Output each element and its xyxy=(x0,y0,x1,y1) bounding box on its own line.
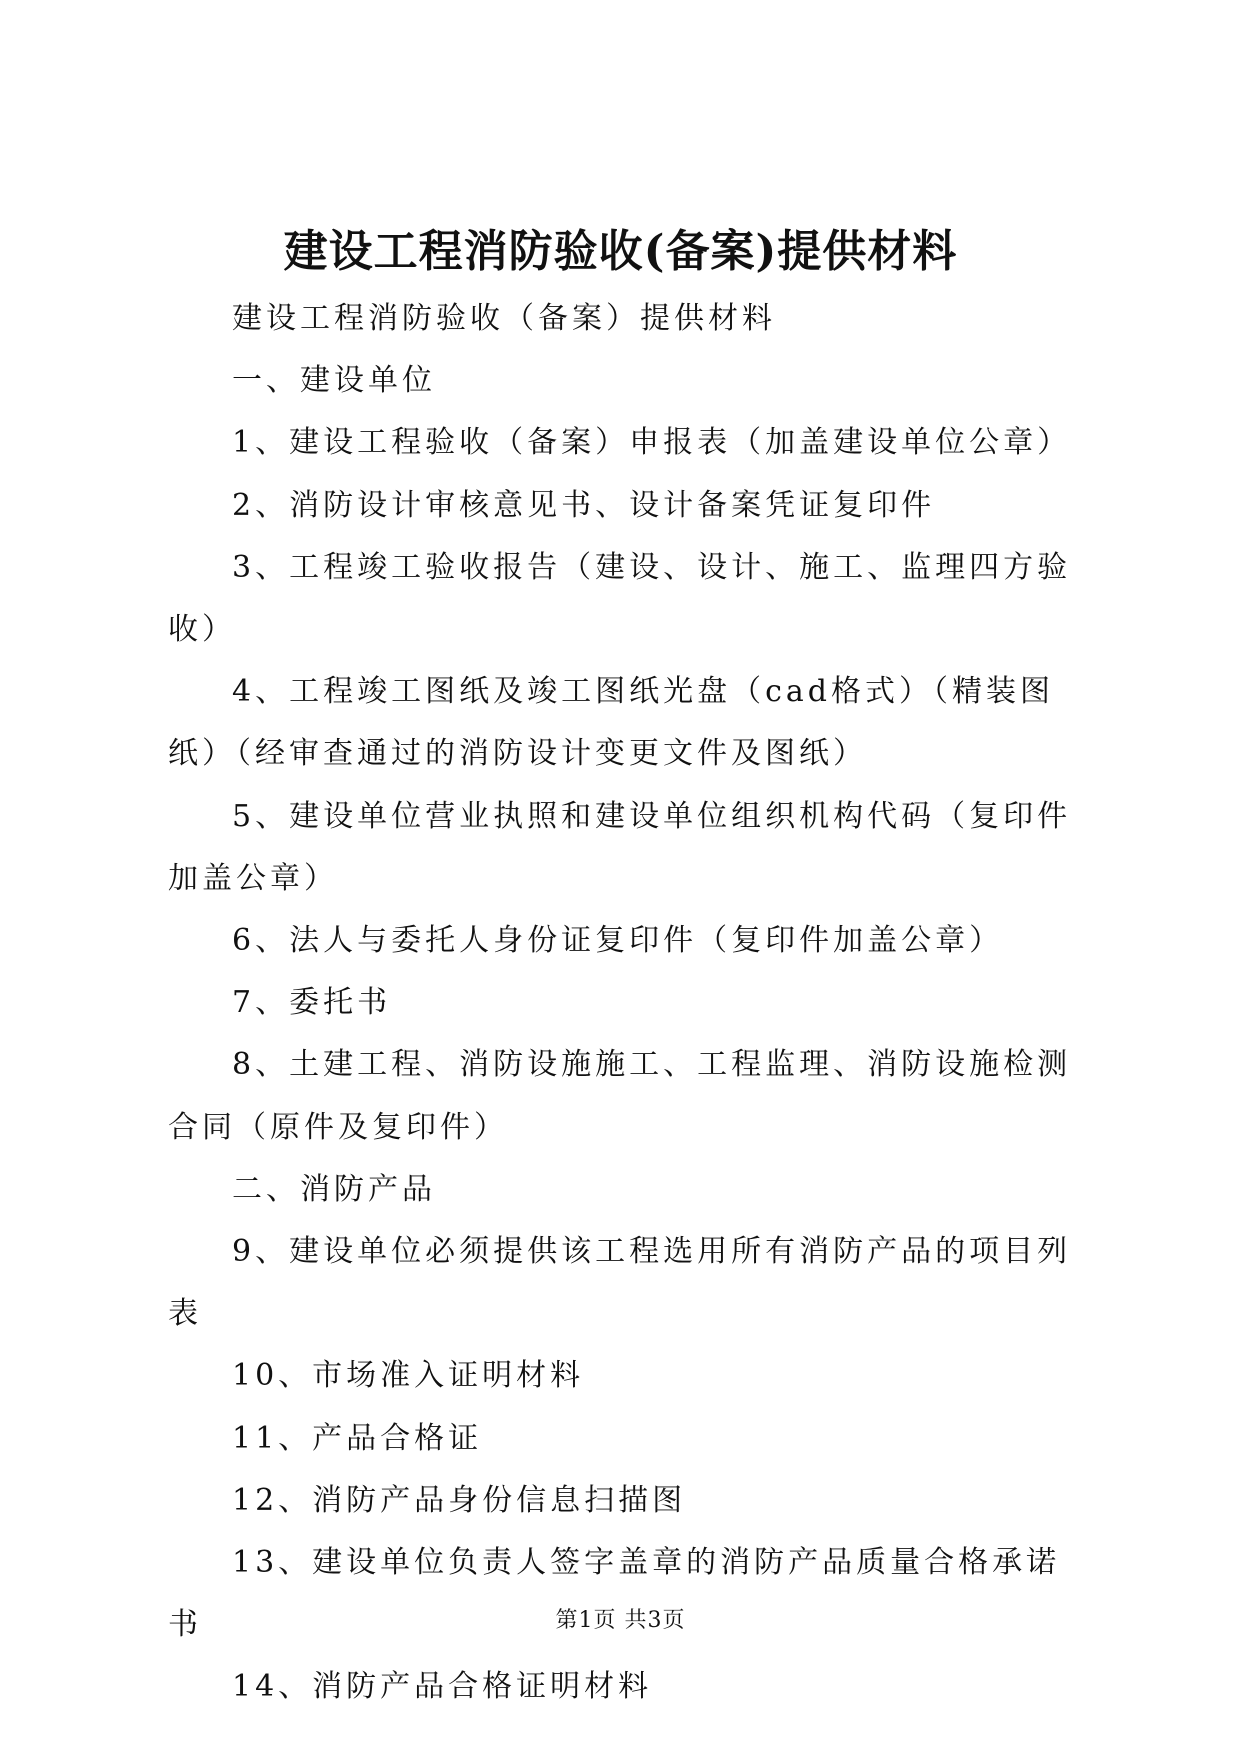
list-item: 6、法人与委托人身份证复印件（复印件加盖公章） xyxy=(232,923,1004,959)
section-heading-fire-products: 二、消防产品 xyxy=(232,1171,436,1207)
list-item: 2、消防设计审核意见书、设计备案凭证复印件 xyxy=(232,487,936,523)
list-item: 8、土建工程、消防设施施工、工程监理、消防设施检测合同（原件及复印件） xyxy=(168,1047,1072,1145)
document-title: 建设工程消防验收(备案)提供材料 xyxy=(283,226,958,277)
list-item: 13、建设单位负责人签字盖章的消防产品质量合格承诺书 xyxy=(168,1545,1061,1643)
document-body xyxy=(168,288,1088,1719)
list-item: 14、消防产品合格证明材料 xyxy=(232,1669,653,1705)
section-heading-construction-unit: 一、建设单位 xyxy=(232,363,436,399)
list-item: 9、建设单位必须提供该工程选用所有消防产品的项目列表 xyxy=(168,1234,1072,1332)
list-item: 11、产品合格证 xyxy=(232,1420,483,1456)
list-item: 3、工程竣工验收报告（建设、设计、施工、监理四方验收） xyxy=(168,549,1072,648)
list-item: 4、工程竣工图纸及竣工图纸光盘（cad格式）（精装图纸）（经审查通过的消防设计变更文件及图纸） xyxy=(168,674,1054,772)
paragraph-subtitle: 建设工程消防验收（备案）提供材料 xyxy=(232,301,776,336)
list-item: 12、消防产品身份信息扫描图 xyxy=(232,1482,687,1518)
list-item: 10、市场准入证明材料 xyxy=(232,1358,585,1394)
page-footer: 第1页 共3页 xyxy=(555,1608,686,1633)
list-item: 1、建设工程验收（备案）申报表（加盖建设单位公章） xyxy=(232,425,1072,461)
list-item: 5、建设单位营业执照和建设单位组织机构代码（复印件加盖公章） xyxy=(168,798,1072,896)
list-item: 7、委托书 xyxy=(232,985,392,1021)
